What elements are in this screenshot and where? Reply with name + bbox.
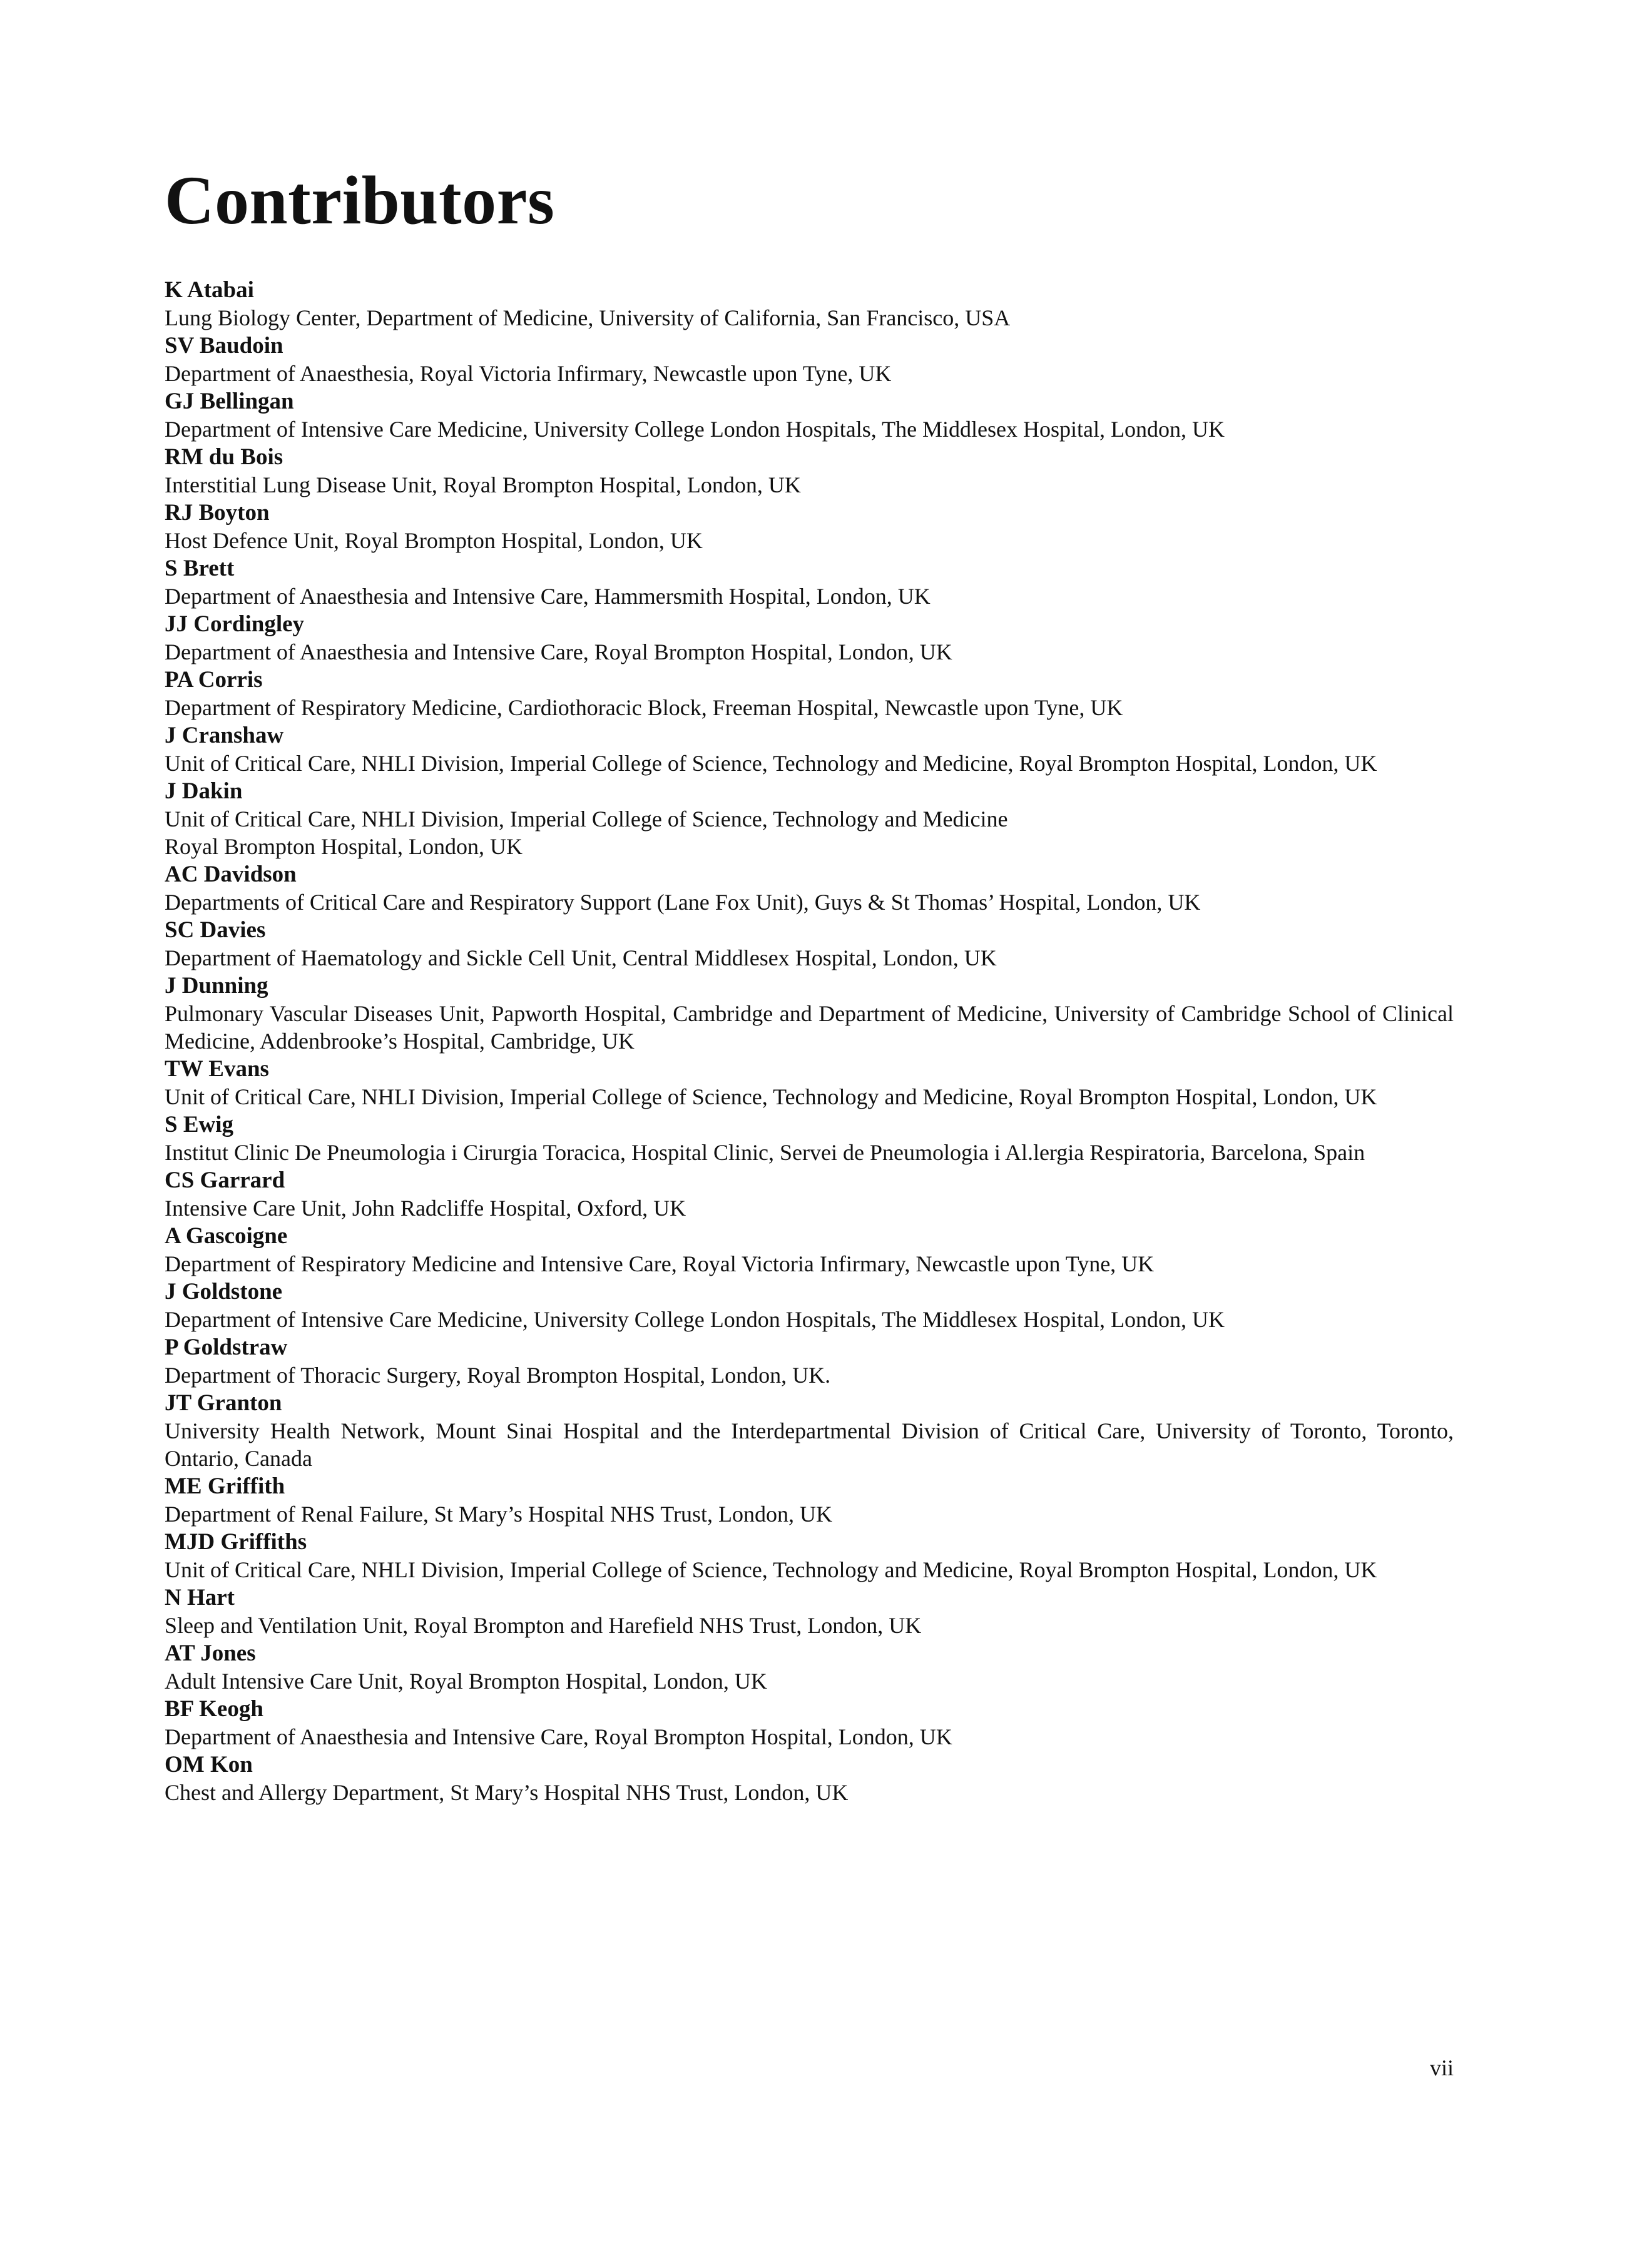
contributor-name: P Goldstraw — [165, 1335, 288, 1360]
contributor-entry — [165, 916, 1454, 972]
contributor-name: RM du Bois — [165, 444, 283, 470]
contributor-name: J Goldstone — [165, 1279, 283, 1304]
contributor-name: S Ewig — [165, 1112, 234, 1137]
contributor-affiliation: Department of Thoracic Surgery, Royal Brompton Hospital, London, UK. — [165, 1363, 831, 1388]
contributor-affiliation: Unit of Critical Care, NHLI Division, Imperial College of Science, Technology and Medicine Royal Brompton Hospital, London, UK — [165, 806, 1008, 859]
contributor-name: ME Griffith — [165, 1473, 285, 1499]
contributor-name: J Cranshaw — [165, 723, 284, 748]
contributor-name: GJ Bellingan — [165, 389, 294, 414]
contributor-affiliation: Department of Anaesthesia and Intensive Care, Hammersmith Hospital, London, UK — [165, 584, 931, 609]
contributor-entry — [165, 1222, 1454, 1278]
contributor-entry — [165, 1584, 1454, 1639]
contributor-affiliation: Department of Respiratory Medicine, Cardiothoracic Block, Freeman Hospital, Newcastle upon Tyne, UK — [165, 695, 1123, 720]
contributor-entry — [165, 666, 1454, 721]
contributor-entry — [165, 1695, 1454, 1751]
contributor-affiliation: Adult Intensive Care Unit, Royal Brompton Hospital, London, UK — [165, 1669, 767, 1694]
contributor-entry — [165, 276, 1454, 332]
contributor-list — [165, 276, 1454, 1806]
contributor-name: CS Garrard — [165, 1167, 285, 1193]
contributor-name: MJD Griffiths — [165, 1529, 307, 1555]
contributor-name: SV Baudoin — [165, 333, 283, 359]
contributor-entry — [165, 554, 1454, 610]
contributor-name: RJ Boyton — [165, 500, 270, 526]
contributor-name: SC Davies — [165, 917, 266, 943]
page-title: Contributors — [165, 162, 555, 238]
contributor-entry — [165, 1333, 1454, 1389]
contributor-affiliation: Unit of Critical Care, NHLI Division, Imperial College of Science, Technology and Medicine, Royal Brompton Hospital, London, UK — [165, 751, 1377, 776]
contributor-affiliation: Lung Biology Center, Department of Medicine, University of California, San Francisco, USA — [165, 305, 1011, 330]
contributor-name: A Gascoigne — [165, 1223, 288, 1249]
contributor-affiliation: Host Defence Unit, Royal Brompton Hospital, London, UK — [165, 528, 703, 553]
contributor-name: K Atabai — [165, 277, 254, 303]
contributor-entry — [165, 860, 1454, 916]
contributor-entry — [165, 1278, 1454, 1333]
contributor-entry — [165, 1751, 1454, 1806]
contributor-name: AC Davidson — [165, 862, 297, 887]
document-page — [165, 0, 1454, 2268]
contributor-name: S Brett — [165, 556, 235, 581]
contributor-name: J Dunning — [165, 973, 268, 999]
contributor-affiliation: Interstitial Lung Disease Unit, Royal Brompton Hospital, London, UK — [165, 472, 801, 497]
contributor-entry — [165, 332, 1454, 387]
contributor-name: J Dakin — [165, 778, 243, 804]
contributor-affiliation: Department of Anaesthesia and Intensive Care, Royal Brompton Hospital, London, UK — [165, 639, 952, 664]
contributor-entry — [165, 1639, 1454, 1695]
contributor-entry — [165, 1389, 1454, 1472]
page-number: vii — [1429, 2055, 1454, 2080]
contributor-name: OM Kon — [165, 1752, 253, 1777]
contributor-entry — [165, 1055, 1454, 1111]
contributor-entry — [165, 1472, 1454, 1528]
contributor-name: TW Evans — [165, 1056, 269, 1082]
contributor-affiliation: Department of Renal Failure, St Mary’s Hospital NHS Trust, London, UK — [165, 1502, 832, 1527]
contributor-affiliation: University Health Network, Mount Sinai Hospital and the Interdepartmental Division of Critical Care, University of Toronto, Toronto, Ontario, Canada — [165, 1418, 1454, 1471]
contributor-affiliation: Department of Intensive Care Medicine, University College London Hospitals, The Middlesex Hospital, London, UK — [165, 417, 1225, 442]
contributor-entry — [165, 443, 1454, 499]
contributor-entry — [165, 777, 1454, 860]
contributor-affiliation: Department of Respiratory Medicine and Intensive Care, Royal Victoria Infirmary, Newcastle upon Tyne, UK — [165, 1251, 1155, 1276]
contributor-entry — [165, 972, 1454, 1055]
contributor-name: JT Granton — [165, 1390, 282, 1416]
contributor-entry — [165, 1111, 1454, 1166]
contributor-affiliation: Unit of Critical Care, NHLI Division, Imperial College of Science, Technology and Medicine, Royal Brompton Hospital, London, UK — [165, 1557, 1377, 1582]
contributor-entry — [165, 387, 1454, 443]
contributor-affiliation: Departments of Critical Care and Respiratory Support (Lane Fox Unit), Guys & St Thomas’ Hospital, London, UK — [165, 890, 1201, 915]
contributor-affiliation: Sleep and Ventilation Unit, Royal Brompton and Harefield NHS Trust, London, UK — [165, 1613, 922, 1638]
contributor-affiliation: Pulmonary Vascular Diseases Unit, Papworth Hospital, Cambridge and Department of Medicine, University of Cambridge School of Clinical Medicine, Addenbrooke’s Hospital, Cambridge, UK — [165, 1001, 1454, 1054]
contributor-entry — [165, 499, 1454, 554]
contributor-affiliation: Department of Intensive Care Medicine, University College London Hospitals, The Middlesex Hospital, London, UK — [165, 1307, 1225, 1332]
contributor-name: AT Jones — [165, 1640, 256, 1666]
contributor-entry — [165, 1528, 1454, 1584]
contributor-affiliation: Chest and Allergy Department, St Mary’s Hospital NHS Trust, London, UK — [165, 1780, 849, 1805]
contributor-affiliation: Intensive Care Unit, John Radcliffe Hospital, Oxford, UK — [165, 1196, 686, 1221]
contributor-name: PA Corris — [165, 667, 263, 693]
contributor-affiliation: Department of Anaesthesia and Intensive Care, Royal Brompton Hospital, London, UK — [165, 1724, 952, 1749]
contributor-name: BF Keogh — [165, 1696, 263, 1722]
contributor-affiliation: Department of Haematology and Sickle Cell Unit, Central Middlesex Hospital, London, UK — [165, 945, 997, 970]
contributor-entry — [165, 1166, 1454, 1222]
contributor-entry — [165, 721, 1454, 777]
contributor-name: JJ Cordingley — [165, 611, 305, 637]
contributor-affiliation: Institut Clinic De Pneumologia i Cirurgia Toracica, Hospital Clinic, Servei de Pneumologia i Al.lergia Respiratoria, Barcelona, Spain — [165, 1140, 1365, 1165]
contributor-entry — [165, 610, 1454, 666]
contributor-affiliation: Unit of Critical Care, NHLI Division, Imperial College of Science, Technology and Medicine, Royal Brompton Hospital, London, UK — [165, 1084, 1377, 1109]
contributor-affiliation: Department of Anaesthesia, Royal Victoria Infirmary, Newcastle upon Tyne, UK — [165, 361, 892, 386]
contributor-name: N Hart — [165, 1585, 235, 1610]
